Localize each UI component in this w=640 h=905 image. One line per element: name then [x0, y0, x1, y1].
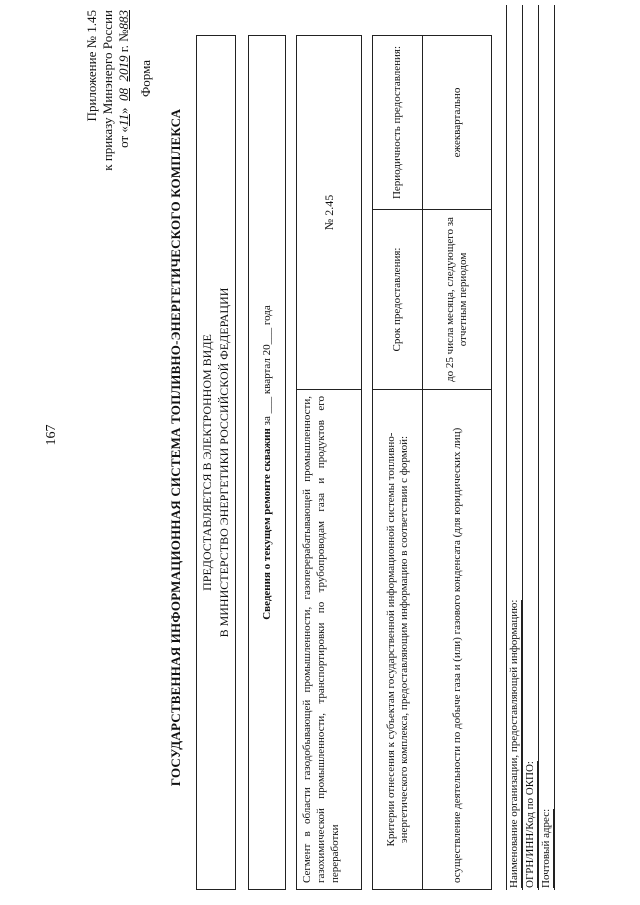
report-subject-title: Сведения о текущем ремонте скважин — [261, 428, 273, 620]
deadline-value: до 25 числа месяца, следующего за отчетным периодом — [444, 217, 469, 382]
appendix-order-date — [116, 10, 132, 250]
page-number: 167 — [44, 424, 59, 446]
date-prefix: от « — [116, 126, 131, 148]
order-number: 883 — [116, 10, 131, 30]
appendix-order-ref: к приказу Минэнерго России — [100, 10, 115, 171]
periodicity-header: Периодичность предоставления: — [373, 36, 423, 209]
org-ids-label: ОГРН/ИНН/Код по ОКПО: — [524, 761, 536, 888]
report-subject-period: за ___ квартал 20___ года — [261, 305, 273, 429]
segment-description: Сегмент в области газодобывающей промышленности, газоперерабатывающей промышленности, газохимической промышленности, транспортировки по трубопроводам газа и продуктов его переработки — [297, 389, 361, 889]
rotated-form-page — [82, 5, 552, 890]
date-day: 11 — [116, 114, 131, 127]
appendix-title: Приложение № 1.45 — [84, 10, 99, 122]
criteria-value: осуществление деятельности по добыче газа и (или) газового конденсата (для юридических лиц) — [450, 427, 463, 883]
organization-fields — [506, 5, 556, 890]
org-ids-field[interactable] — [523, 5, 539, 890]
appendix-header — [84, 10, 132, 250]
deadline-header: Срок предоставления: — [373, 210, 423, 389]
report-subject-box — [248, 35, 286, 890]
submission-box — [196, 35, 236, 890]
periodicity-value: ежеквартально — [450, 87, 463, 158]
order-number-prefix: г. № — [116, 29, 131, 53]
date-month: 08 — [116, 88, 131, 102]
org-name-label: Наименование организации, предоставляющей информацию: — [508, 599, 520, 888]
gis-title: ГОСУДАРСТВЕННАЯ ИНФОРМАЦИОННАЯ СИСТЕМА ТОПЛИВНО-ЭНЕРГЕТИЧЕСКОГО КОМПЛЕКСА — [168, 108, 183, 787]
submission-line-2: В МИНИСТЕРСТВО ЭНЕРГЕТИКИ РОССИЙСКОЙ ФЕДЕРАЦИИ — [217, 287, 231, 638]
criteria-table — [372, 35, 492, 890]
org-name-field[interactable] — [507, 5, 523, 890]
criteria-column — [373, 389, 491, 889]
date-year: 2019 — [116, 55, 131, 82]
periodicity-column — [373, 36, 491, 209]
date-close-quote: » — [116, 107, 131, 115]
deadline-column — [373, 209, 491, 389]
submission-line-1: ПРЕДОСТАВЛЯЕТСЯ В ЭЛЕКТРОННОМ ВИДЕ — [200, 334, 214, 591]
form-label: Форма — [138, 60, 153, 97]
form-number: № 2.45 — [321, 194, 336, 231]
org-address-field[interactable] — [539, 5, 555, 890]
criteria-header: Критерии отнесения к субъектам государственной информационной системы топливно-энергетического комплекса, предоставляющим информацию в соответствии с формой: — [373, 390, 423, 889]
segment-row — [296, 35, 362, 890]
org-address-label: Почтовый адрес: — [540, 808, 552, 888]
